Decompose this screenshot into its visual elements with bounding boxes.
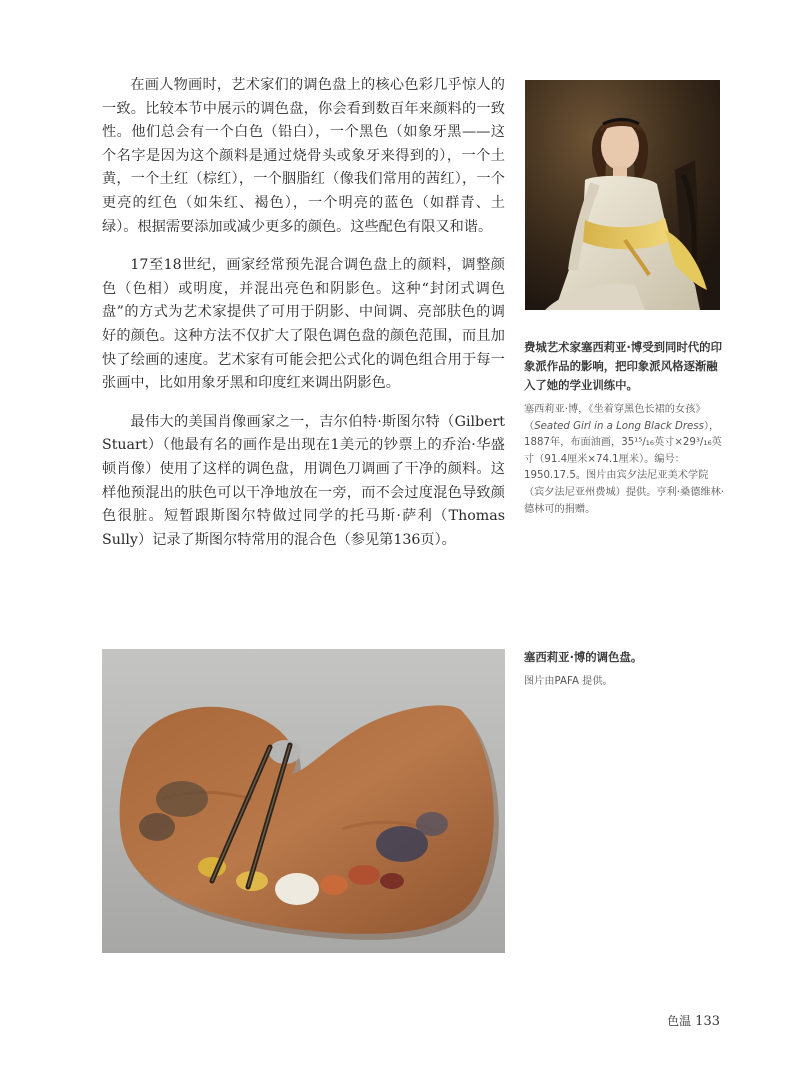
palette-caption (524, 648, 728, 691)
palette-caption-title: 塞西莉亚·博的调色盘。 (524, 650, 643, 664)
paragraph-3: 最伟大的美国肖像画家之一，吉尔伯特·斯图尔特（Gilbert Stuart）（他最有名的画作是出现在1美元的钞票上的乔治·华盛顿肖像）使用了这样的调色盘，用调色刀调画了干净的颜料。这样他预混出的肤色可以干净地放在一旁，而不会过度混色导致颜色很脏。短暂跟斯图尔特做过同学的托马斯·萨利（Thomas Sully）记录了斯图尔特常用的混合色（参见第136页）。 (102, 413, 505, 548)
portrait-caption-title: 费城艺术家塞西莉亚·博受到同时代的印象派作品的影响，把印象派风格逐渐融入了她的学业训练中。 (524, 340, 722, 392)
section-name: 色温 (667, 1014, 692, 1028)
page-number: 133 (695, 1014, 720, 1029)
portrait-caption (524, 338, 728, 518)
page-footer (667, 1012, 720, 1029)
credit-rest: ），1887年，布面油画，35¹⁵/₁₆英寸×29³/₁₆英寸（91.4厘米×74.1厘米）。编号：1950.17.5。图片由宾夕法尼亚美术学院（宾夕法尼亚州费城）提供。亨利·桑德维林·德林可的捐赠。 (524, 420, 725, 515)
paragraph-2: 17至18世纪，画家经常预先混合调色盘上的颜料，调整颜色（色相）或明度，并混出亮色和阴影色。这种“封闭式调色盘”的方式为艺术家提供了可用于阴影、中间调、亮部肤色的调好的颜色。这种方法不仅扩大了限色调色盘的颜色范围，而且加快了绘画的速度。艺术家有可能会把公式化的调色组合用于每一张画中，比如用象牙黑和印度红来调出阴影色。 (102, 257, 505, 392)
body-text (102, 74, 505, 567)
palette-photo-image (102, 649, 505, 953)
credit-prefix: 塞西莉亚·博，《坐着穿黑色长裙的女孩》（ (524, 404, 706, 432)
portrait-painting-image (525, 80, 720, 310)
painting-title-italic: Seated Girl in a Long Black Dress (534, 420, 704, 432)
portrait-caption-credit (524, 402, 728, 518)
paragraph-1: 在画人物画时，艺术家们的调色盘上的核心色彩几乎惊人的一致。比较本节中展示的调色盘，你会看到数百年来颜料的一致性。他们总会有一个白色（铅白），一个黑色（如象牙黑——这个名字是因为这个颜料是通过烧骨头或象牙来得到的），一个土黄，一个土红（棕红），一个胭脂红（像我们常用的茜红），一个更亮的红色（如朱红、褐色），一个明亮的蓝色（如群青、土绿）。根据需要添加或减少更多的颜色。这些配色有限又和谐。 (102, 77, 505, 235)
palette-caption-credit: 图片由PAFA 提供。 (524, 676, 613, 687)
